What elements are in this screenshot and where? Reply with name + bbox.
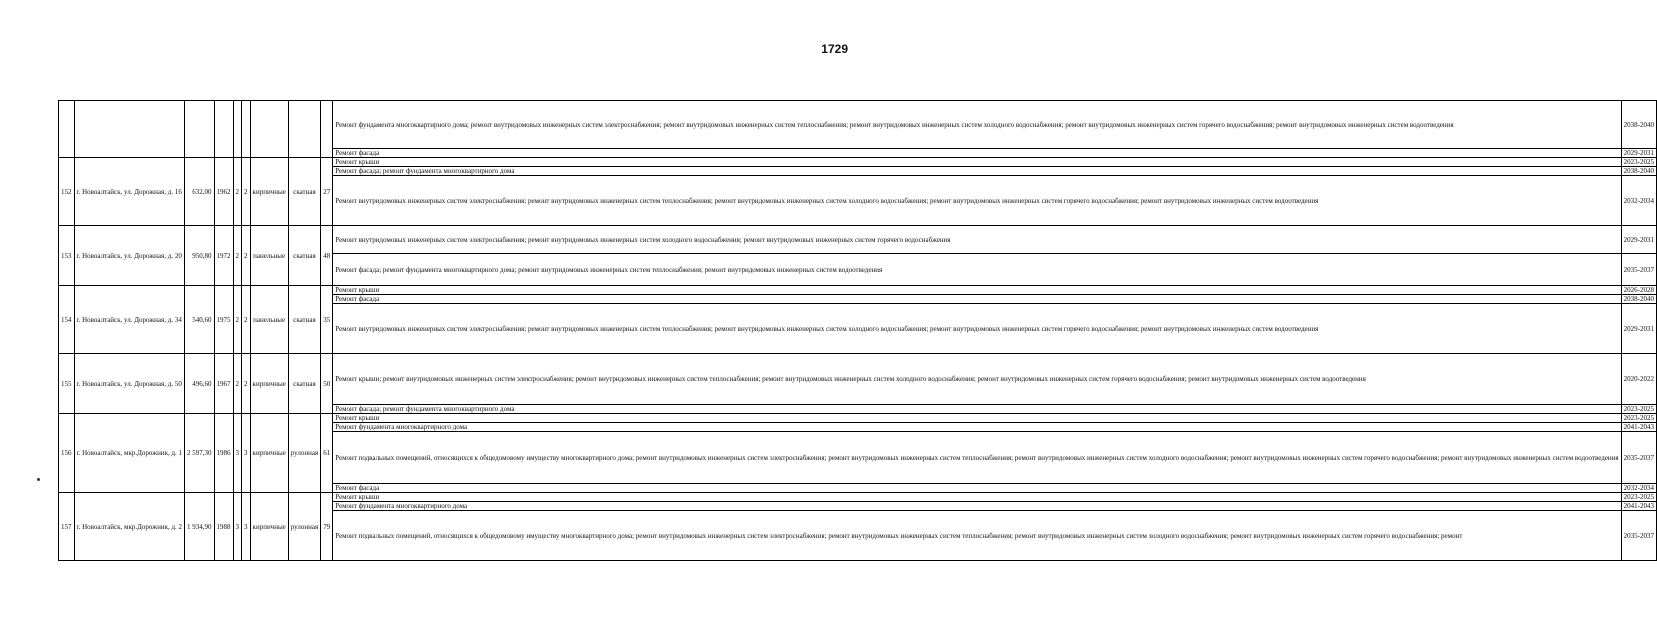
repair-period-cell: 2023-2025 bbox=[1621, 405, 1656, 414]
table-row bbox=[59, 493, 1657, 502]
roof-type-cell: рулонная bbox=[288, 493, 320, 561]
repair-works-cell: Ремонт крыши bbox=[333, 286, 1621, 295]
repair-works-cell: Ремонт фасада; ремонт фундамента многоквартирного дома; ремонт внутридомовых инженерных систем теплоснабжения; ремонт внутридомовых инженерных систем водоотведения bbox=[333, 254, 1621, 286]
area-cell: 540,60 bbox=[185, 286, 215, 354]
repair-works-cell: Ремонт фасада; ремонт фундамента многоквартирного дома bbox=[333, 405, 1621, 414]
repair-period-cell: 2020-2022 bbox=[1621, 354, 1656, 405]
address-cell: г. Новоалтайск, мкр.Дорожник, д. 1 bbox=[74, 414, 185, 493]
row-number bbox=[59, 101, 75, 158]
repair-works-cell: Ремонт подвальных помещений, относящихся к общедомовому имуществу многоквартирного дома; ремонт внутридомовых инженерных систем электроснабжения; ремонт внутридомовых инженерных систем теплоснабжения; ремонт внутридомовых инженерных систем холодного водоснабжения; ремонт внутридомовых инженерных систем горячего водоснабжения; ремонт bbox=[333, 511, 1621, 561]
wall-material-cell: кирпичные bbox=[250, 158, 288, 226]
floors-cell bbox=[233, 101, 242, 158]
roof-type-cell: скатная bbox=[288, 158, 320, 226]
apartments-cell: 27 bbox=[321, 158, 333, 226]
floors-cell: 3 bbox=[233, 414, 242, 493]
row-number: 153 bbox=[59, 226, 75, 286]
year-cell: 1962 bbox=[214, 158, 233, 226]
repair-works-cell: Ремонт внутридомовых инженерных систем электроснабжения; ремонт внутридомовых инженерных систем холодного водоснабжения; ремонт внутридомовых инженерных систем горячего водоснабжения bbox=[333, 226, 1621, 254]
wall-material-cell: панельные bbox=[250, 226, 288, 286]
repair-period-cell: 2038-2040 bbox=[1621, 101, 1656, 149]
repair-works-cell: Ремонт подвальных помещений, относящихся к общедомовому имуществу многоквартирного дома; ремонт внутридомовых инженерных систем электроснабжения; ремонт внутридомовых инженерных систем теплоснабжения; ремонт внутридомовых инженерных систем холодного водоснабжения; ремонт внутридомовых инженерных систем горячего водоснабжения; ремонт внутридомовых инженерных систем водоотведения bbox=[333, 432, 1621, 484]
apartments-cell bbox=[321, 101, 333, 158]
roof-type-cell: скатная bbox=[288, 354, 320, 414]
repair-period-cell: 2029-2031 bbox=[1621, 149, 1656, 158]
scan-dot bbox=[37, 478, 40, 481]
address-cell: г. Новоалтайск, мкр.Дорожник, д. 2 bbox=[74, 493, 185, 561]
repair-works-cell: Ремонт фасада bbox=[333, 295, 1621, 304]
entrances-cell: 2 bbox=[242, 226, 251, 286]
apartments-cell: 61 bbox=[321, 414, 333, 493]
apartments-cell: 50 bbox=[321, 354, 333, 414]
area-cell: 632,00 bbox=[185, 158, 215, 226]
repair-period-cell: 2026-2028 bbox=[1621, 286, 1656, 295]
area-cell: 2 597,30 bbox=[185, 414, 215, 493]
repair-works-cell: Ремонт внутридомовых инженерных систем электроснабжения; ремонт внутридомовых инженерных систем теплоснабжения; ремонт внутридомовых инженерных систем холодного водоснабжения; ремонт внутридомовых инженерных систем горячего водоснабжения; ремонт внутридомовых инженерных систем водоотведения bbox=[333, 176, 1621, 226]
repair-works-cell: Ремонт фундамента многоквартирного дома; ремонт внутридомовых инженерных систем электроснабжения; ремонт внутридомовых инженерных систем теплоснабжения; ремонт внутридомовых инженерных систем холодного водоснабжения; ремонт внутридомовых инженерных систем горячего водоснабжения; ремонт внутридомовых инженерных систем водоотведения bbox=[333, 101, 1621, 149]
row-number: 155 bbox=[59, 354, 75, 414]
table-row bbox=[59, 101, 1657, 149]
entrances-cell: 3 bbox=[242, 414, 251, 493]
wall-material-cell: кирпичные bbox=[250, 493, 288, 561]
repair-works-cell: Ремонт внутридомовых инженерных систем электроснабжения; ремонт внутридомовых инженерных систем теплоснабжения; ремонт внутридомовых инженерных систем холодного водоснабжения; ремонт внутридомовых инженерных систем горячего водоснабжения; ремонт внутридомовых инженерных систем водоотведения bbox=[333, 304, 1621, 354]
year-cell: 1986 bbox=[214, 414, 233, 493]
floors-cell: 3 bbox=[233, 493, 242, 561]
repair-period-cell: 2032-2034 bbox=[1621, 484, 1656, 493]
apartments-cell: 48 bbox=[321, 226, 333, 286]
apartments-cell: 79 bbox=[321, 493, 333, 561]
repair-period-cell: 2023-2025 bbox=[1621, 158, 1656, 167]
entrances-cell: 2 bbox=[242, 354, 251, 414]
address-cell: г. Новоалтайск, ул. Дорожная, д. 34 bbox=[74, 286, 185, 354]
wall-material-cell: кирпичные bbox=[250, 414, 288, 493]
repair-period-cell: 2023-2025 bbox=[1621, 493, 1656, 502]
table-row bbox=[59, 158, 1657, 167]
housing-repair-table bbox=[58, 100, 1657, 561]
address-cell: г. Новоалтайск, ул. Дорожная, д. 16 bbox=[74, 158, 185, 226]
roof-type-cell: рулонная bbox=[288, 414, 320, 493]
repair-works-cell: Ремонт крыши bbox=[333, 158, 1621, 167]
repair-period-cell: 2038-2040 bbox=[1621, 167, 1656, 176]
row-number: 152 bbox=[59, 158, 75, 226]
repair-works-cell: Ремонт фасада bbox=[333, 484, 1621, 493]
table-row bbox=[59, 354, 1657, 405]
area-cell bbox=[185, 101, 215, 158]
repair-period-cell: 2035-2037 bbox=[1621, 254, 1656, 286]
area-cell: 496,60 bbox=[185, 354, 215, 414]
repair-works-cell: Ремонт крыши; ремонт внутридомовых инженерных систем электроснабжения; ремонт внутридомовых инженерных систем теплоснабжения; ремонт внутридомовых инженерных систем холодного водоснабжения; ремонт внутридомовых инженерных систем горячего водоснабжения; ремонт внутридомовых инженерных систем водоотведения bbox=[333, 354, 1621, 405]
repair-works-cell: Ремонт фундамента многоквартирного дома bbox=[333, 502, 1621, 511]
year-cell bbox=[214, 101, 233, 158]
table-row bbox=[59, 226, 1657, 254]
table-row bbox=[59, 414, 1657, 423]
repair-period-cell: 2029-2031 bbox=[1621, 304, 1656, 354]
address-cell: г. Новоалтайск, ул. Дорожная, д. 20 bbox=[74, 226, 185, 286]
repair-works-cell: Ремонт крыши bbox=[333, 414, 1621, 423]
roof-type-cell: скатная bbox=[288, 286, 320, 354]
year-cell: 1975 bbox=[214, 286, 233, 354]
repair-period-cell: 2041-2043 bbox=[1621, 502, 1656, 511]
year-cell: 1972 bbox=[214, 226, 233, 286]
table-row bbox=[59, 286, 1657, 295]
address-cell bbox=[74, 101, 185, 158]
address-cell: г. Новоалтайск, ул. Дорожная, д. 50 bbox=[74, 354, 185, 414]
roof-type-cell: скатная bbox=[288, 226, 320, 286]
wall-material-cell: кирпичные bbox=[250, 354, 288, 414]
wall-material-cell: панельные bbox=[250, 286, 288, 354]
repair-period-cell: 2029-2031 bbox=[1621, 226, 1656, 254]
repair-works-cell: Ремонт фундамента многоквартирного дома bbox=[333, 423, 1621, 432]
roof-type-cell bbox=[288, 101, 320, 158]
row-number: 154 bbox=[59, 286, 75, 354]
year-cell: 1967 bbox=[214, 354, 233, 414]
entrances-cell: 3 bbox=[242, 493, 251, 561]
repair-works-cell: Ремонт фасада bbox=[333, 149, 1621, 158]
repair-period-cell: 2035-2037 bbox=[1621, 432, 1656, 484]
row-number: 157 bbox=[59, 493, 75, 561]
page-number: 1729 bbox=[821, 42, 848, 56]
repair-period-cell: 2041-2043 bbox=[1621, 423, 1656, 432]
floors-cell: 2 bbox=[233, 158, 242, 226]
year-cell: 1988 bbox=[214, 493, 233, 561]
repair-period-cell: 2023-2025 bbox=[1621, 414, 1656, 423]
wall-material-cell bbox=[250, 101, 288, 158]
floors-cell: 2 bbox=[233, 354, 242, 414]
repair-period-cell: 2038-2040 bbox=[1621, 295, 1656, 304]
table-body bbox=[59, 101, 1657, 561]
repair-period-cell: 2032-2034 bbox=[1621, 176, 1656, 226]
repair-period-cell: 2035-2037 bbox=[1621, 511, 1656, 561]
area-cell: 1 934,90 bbox=[185, 493, 215, 561]
entrances-cell: 2 bbox=[242, 158, 251, 226]
apartments-cell: 35 bbox=[321, 286, 333, 354]
entrances-cell bbox=[242, 101, 251, 158]
area-cell: 950,80 bbox=[185, 226, 215, 286]
entrances-cell: 2 bbox=[242, 286, 251, 354]
floors-cell: 2 bbox=[233, 226, 242, 286]
floors-cell: 2 bbox=[233, 286, 242, 354]
repair-works-cell: Ремонт крыши bbox=[333, 493, 1621, 502]
row-number: 156 bbox=[59, 414, 75, 493]
repair-works-cell: Ремонт фасада; ремонт фундамента многоквартирного дома bbox=[333, 167, 1621, 176]
